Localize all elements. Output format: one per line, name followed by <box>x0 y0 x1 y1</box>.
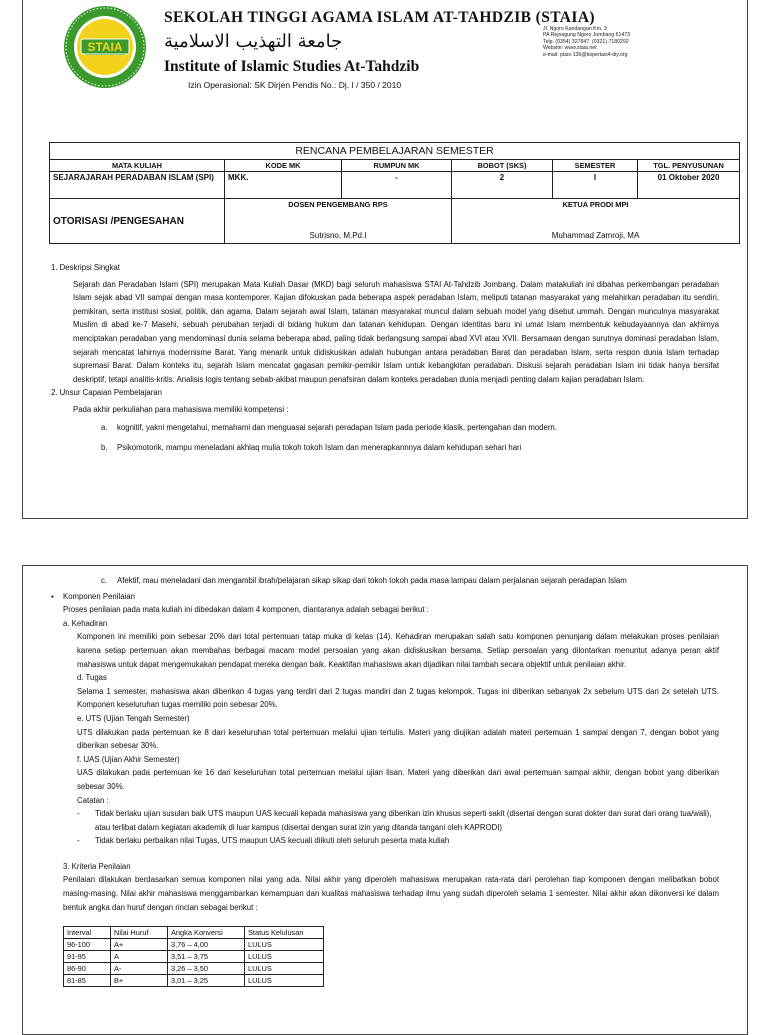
attendance-paragraph: Komponen ini memiliki poin sebesar 20% dari total pertemuan tatap muka di kelas (14). Kehadiran merupakan salah satu komponen penunjang dalam melakukan proses penilaian karena setiap pertemuan akan membahas berbagai macam model persoalan yang akan didiskusikan bersama. Setiap persoalan yang dilontarkan menuntut adanya peran aktif mahasiswa untuk dapat mengemukakan pendapat mereka dengan baik. Keaktifan mahasiswa akan dijadikan nilai tambah secara objektif untuk penilaian akhir. <box>77 632 719 669</box>
table-header-cell: Status Kelulusan <box>245 927 324 939</box>
logo-text: STAIA <box>87 40 123 54</box>
page2-content <box>51 574 719 987</box>
head-of-program-name: Muhammad Zamroji, MA <box>551 231 640 240</box>
table-row <box>64 951 324 963</box>
list-marker: a. <box>101 422 108 432</box>
course-date: 01 Oktober 2020 <box>638 172 740 199</box>
section-title: Komponen Penilaian <box>63 591 135 601</box>
competency-list <box>51 421 719 455</box>
table-cell: 3,51 – 3,75 <box>168 951 245 963</box>
lecturer-name: Sutrisno, M.Pd.I <box>309 231 367 240</box>
subsection-title: f. UAS (Ujian Akhir Semester) <box>77 754 180 764</box>
table-cell: LULUS <box>245 963 324 975</box>
course-name: SEJARAJARAH PERADABAN ISLAM (SPI) <box>50 172 225 199</box>
table-row <box>64 975 324 987</box>
assignment-paragraph: Selama 1 semester, mahasiswa akan diberikan 4 tugas yang terdiri dari 2 tugas mandiri dan 2 tugas kelompok. Tugas ini diberikan sebanyak 2x sebelum UTS dan 2x setelah UTS. Komponen keseluruhan tugas memiliki poin sebesar 20%. <box>77 686 719 710</box>
rps-header-cell: KODE MK <box>225 160 342 172</box>
section-title: 3. Kriteria Penilaian <box>63 861 131 871</box>
address-line: Jl. Ngoro Kandangan Km. 3 <box>543 26 607 32</box>
criteria-paragraph: Penilaian dilakukan berdasarkan semua komponen nilai yang ada. Nilai akhir yang diperoleh mahasiswa merupakan rata-rata dari perolehan tiap komponen dengan melibatkan bobot masing-masing. Nilai akhir mahasiswa menggambarkan kemampuan dan kualitas mahasiswa terhadap ilmu yang sudah diperoleh selama 1 semester. Nilai akhir akan dikonversi ke dalam bentuk angka dan huruf dengan rincian sebagai berikut : <box>63 875 719 912</box>
document-page-1 <box>22 0 748 519</box>
subsection-title: d. Tugas <box>77 673 107 683</box>
list-text: Psikomotorik, mampu meneladani akhlaq mulia tokoh tokoh Islam dan menerapkannnya dalam kehidupan sehari hari <box>117 443 522 453</box>
assessment-heading <box>51 590 719 604</box>
rps-title: RENCANA PEMBELAJARAN SEMESTER <box>50 143 740 160</box>
address-line: Website: www.staia.net <box>543 45 597 52</box>
list-text: kognitif, yakni mengetahui, memahami dan menguasai sejarah peradapan Islam pada periode klasik, pertengahan dan modern. <box>117 422 557 432</box>
rps-header-cell: BOBOT (SKS) <box>452 160 553 172</box>
letterhead <box>23 0 747 99</box>
table-row <box>64 939 324 951</box>
competency-intro: Pada akhir perkuliahan para mahasiswa memiliki kompetensi : <box>73 404 289 414</box>
lecturer-cell <box>225 199 452 244</box>
table-cell: B+ <box>111 975 168 987</box>
table-header-cell: Interval <box>64 927 111 939</box>
authorization-label: OTORISASI /PENGESAHAN <box>50 199 225 244</box>
table-cell: 91-95 <box>64 951 111 963</box>
dash-icon: - <box>77 809 80 819</box>
table-header-row <box>64 927 324 939</box>
table-cell: 86-90 <box>64 963 111 975</box>
table-cell: LULUS <box>245 939 324 951</box>
course-credits: 2 <box>452 172 553 199</box>
institution-name-arabic: جامعة التهذيب الاسلامية <box>164 31 343 52</box>
list-item <box>101 574 719 588</box>
table-header-cell: Angka Konversi <box>168 927 245 939</box>
address-block <box>543 26 630 58</box>
midterm-paragraph: UTS dilakukan pada pertemuan ke 8 dari keseluruhan total pertemuan melalui ujian tertulis. Materi yang diujikan adalah materi pertemuan 1 sampai dengan 7, dengan bobot yang diberikan sebesar 30%. <box>77 727 719 751</box>
table-cell: 3,01 – 3,25 <box>168 975 245 987</box>
address-line: e-mail: ptais-136@kopertais4-diy.org <box>543 51 628 58</box>
address-line: PA Rejoagung Ngoro Jombang 61473 <box>543 32 631 39</box>
list-item <box>77 834 719 848</box>
table-cell: 3,26 – 3,50 <box>168 963 245 975</box>
list-marker: c. <box>101 576 108 585</box>
table-cell: LULUS <box>245 975 324 987</box>
list-item <box>77 807 719 834</box>
rps-header-cell: MATA KULIAH <box>50 160 225 172</box>
table-cell: 96-100 <box>64 939 111 951</box>
institution-name: SEKOLAH TINGGI AGAMA ISLAM AT-TAHDZIB (STAIA) <box>164 9 595 26</box>
table-cell: A- <box>111 963 168 975</box>
list-item <box>101 421 719 435</box>
grade-table <box>63 926 324 987</box>
rps-header-cell: TGL. PENYUSUNAN <box>638 160 740 172</box>
competency-list-continued <box>51 574 719 588</box>
list-item <box>101 441 719 455</box>
lecturer-label: DOSEN PENGEMBANG RPS <box>288 200 388 209</box>
subsection-title: e. UTS (Ujian Tengah Semester) <box>77 713 190 723</box>
final-exam-paragraph: UAS dilakukan pada pertemuan ke 16 dari keseluruhan total pertemuan melalui ujian lisan. Materi yang diberikan dari awal pertemuan sampai akhir, dengan bobot yang diberikan sebesar 30%. <box>77 768 719 791</box>
bullet-icon: ▪ <box>51 591 54 601</box>
operational-permit: Izin Operasional: SK Dirjen Pendis No.: Dj. I / 350 / 2010 <box>188 80 402 90</box>
head-of-program-label: KETUA PRODI MPI <box>562 200 629 209</box>
course-cluster: - <box>342 172 452 199</box>
list-text: Tidak berlaku perbaikan nilai Tugas, UTS maupun UAS kecuali diikuti oleh seluruh peserta mata kuliah <box>95 836 450 846</box>
table-cell: LULUS <box>245 951 324 963</box>
assessment-intro: Proses penilaian pada mata kuliah ini dibedakan dalam 4 komponen, diantaranya adalah sebagai berikut : <box>63 605 429 615</box>
list-marker: b. <box>101 443 108 453</box>
dash-icon: - <box>77 836 80 846</box>
page1-content <box>51 261 719 455</box>
section-title: 2. Unsur Capaian Pembelajaran <box>51 388 162 398</box>
notes-list <box>51 807 719 848</box>
list-text: Afektif, mau meneladani dan mengambil ibrah/pelajaran sikap sikap dari tokoh tokoh pada masa lampau dalam perjalanan sejarah peradapan Islam <box>117 576 627 585</box>
table-cell: A+ <box>111 939 168 951</box>
table-cell: 81-85 <box>64 975 111 987</box>
table-cell: 3,76 – 4,00 <box>168 939 245 951</box>
course-semester: I <box>553 172 638 199</box>
description-paragraph: Sejarah dan Peradaban Islam (SPI) merupakan Mata Kuliah Dasar (MKD) bagi seluruh mahasiswa STAI At-Tahdzib Jombang. Dalam matakuliah ini dibahas perkembangan peradaban Islam sejak abad VII sampai dengan masa kontemporer. Kajian difokuskan pada beberapa aspek peradaban Islam, meliputi tatanan masyarakat yang melahirkan peradaban itu sendiri, pemikiran, serta institusi sosial, politik, dan agama. Dalam sejarah awal Islam, tatanan masyarakat muncul dalam sebuah model yang disebut ummah. Dengan munculnya masyarakat Muslim di abad ke-7 Masehi, sebuah perubahan terjadi di bidang hukum dan tatanan kehidupan. Dengan identitas baru ini umat Islam membentuk kebudayaannya dan akhirnya menciptakan peradaban yang mendominasi dunia selama beberapa abad, paling tidak berlangsung sampai abad XVI atau XVII. Bersamaan dengan surutnya dominasi peradaban Islam, sejarah mencatat lahirnya modernisme Barat. Yang menarik untuk didiskusikan adalah hubungan antara peradaban Barat dan peradaban Islam, serta respon dunia Islam terhadap supremasi Barat. Dalam konteks itu, sejarah Islam mencatat gagasan pemikir-pemikir Islam untuk kebangkitan peradaban. Diskusi sejarah peradaban Islam ini tidak hanya bersifat deskriptif, tetapi analitis-kritis. Analisis logis tentang sebab-akibat maupun penafsiran dalam konteks peradaban dunia menjadi penting dalam kajian peradaban Islam. <box>73 279 719 384</box>
institution-name-english: Institute of Islamic Studies At-Tahdzib <box>164 58 420 75</box>
table-row <box>64 963 324 975</box>
staia-logo <box>63 5 147 89</box>
address-line: Telp. (0354) 327847, (0321) 7180292 <box>543 38 629 45</box>
rps-table <box>49 142 740 244</box>
rps-header-cell: RUMPUN MK <box>342 160 452 172</box>
list-text: Tidak berlaku ujian susulan baik UTS maupun UAS kecuali kepada mahasiswa yang diberikan izin khusus seperti sakit (disertai dengan surat dokter dan surat dari orang tua/wali), atau terlibat dalam kegiatan akademik di luar kampus (disertai dengan surat izin yang ditanda tangani oleh KAPRODI) <box>95 809 712 832</box>
head-of-program-cell <box>452 199 740 244</box>
subsection-title: a. Kehadiran <box>63 618 108 628</box>
course-code: MKK. <box>225 172 342 199</box>
table-cell: A <box>111 951 168 963</box>
notes-title: Catatan : <box>77 795 109 805</box>
section-title: 1. Deskripsi Singkat <box>51 263 120 272</box>
table-header-cell: Nilai Huruf <box>111 927 168 939</box>
document-page-2 <box>22 565 748 1035</box>
rps-header-cell: SEMESTER <box>553 160 638 172</box>
